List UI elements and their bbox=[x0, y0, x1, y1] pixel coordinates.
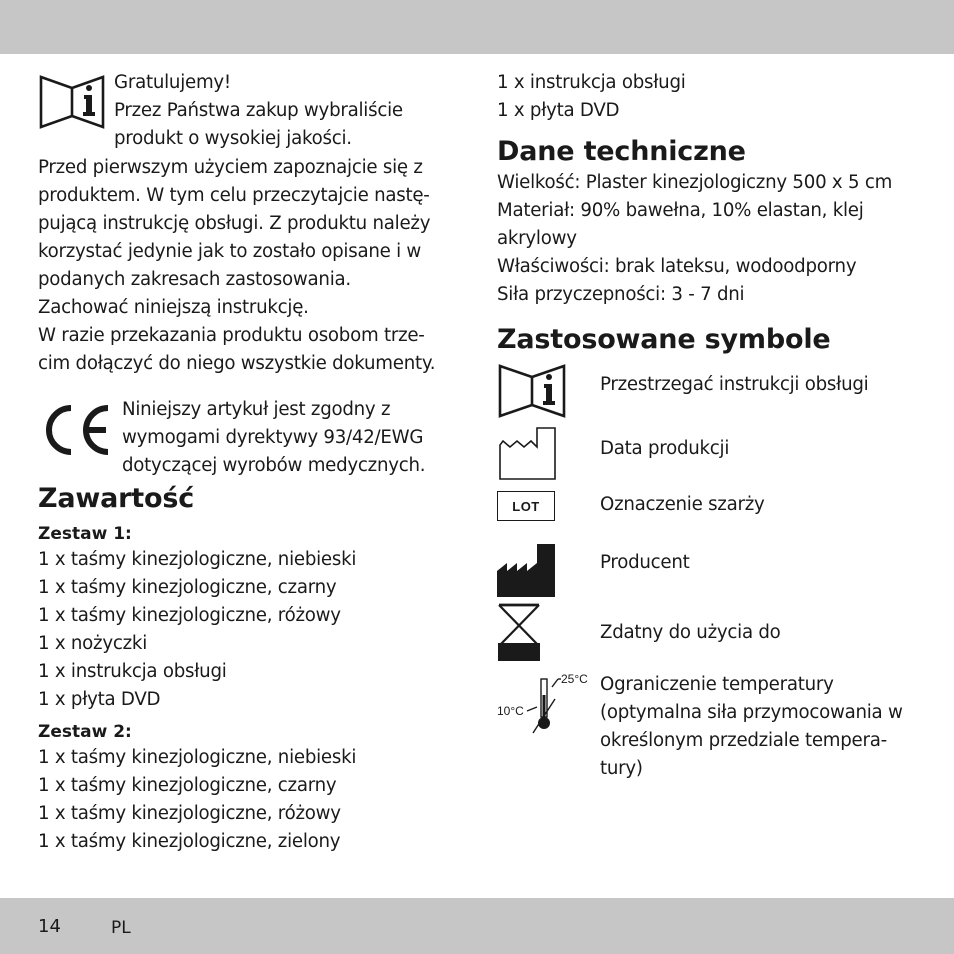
instructions-line: W razie przekazania produktu osobom trze- bbox=[38, 325, 425, 346]
intro-text bbox=[114, 69, 403, 153]
list-item: 1 x taśmy kinezjologiczne, różowy bbox=[38, 605, 341, 626]
symbol-row bbox=[497, 425, 927, 485]
tech-line: Siła przyczepności: 3 - 7 dni bbox=[497, 284, 745, 305]
list-item: 1 x instrukcja obsługi bbox=[497, 72, 686, 93]
symbol-label: Przestrzegać instrukcji obsługi bbox=[600, 374, 869, 395]
symbol-row bbox=[497, 669, 927, 789]
list-item: 1 x płyta DVD bbox=[497, 100, 620, 121]
tech-line: Wielkość: Plaster kinezjologiczny 500 x 5 cm bbox=[497, 172, 893, 193]
intro-line: Gratulujemy! bbox=[114, 72, 231, 93]
lot-icon: LOT bbox=[497, 491, 555, 521]
set2-list bbox=[38, 744, 458, 856]
ce-block bbox=[38, 396, 458, 478]
symbol-label: Zdatny do użycia do bbox=[600, 622, 781, 643]
instructions-book-icon bbox=[497, 363, 567, 419]
right-column bbox=[497, 70, 927, 803]
symbol-label: Data produkcji bbox=[600, 438, 730, 459]
instructions-paragraph bbox=[38, 154, 458, 378]
set1-list bbox=[38, 546, 458, 714]
page-number: 14 bbox=[38, 916, 61, 937]
set1-heading: Zestaw 1: bbox=[38, 524, 132, 544]
symbol-row bbox=[497, 603, 927, 667]
instructions-line: produktem. W tym celu przeczytajcie nastę- bbox=[38, 185, 430, 206]
instructions-line: Przed pierwszym użyciem zapoznajcie się z bbox=[38, 157, 423, 178]
header-band bbox=[0, 0, 954, 54]
manufacture-date-icon bbox=[497, 425, 559, 481]
footer-band bbox=[0, 898, 954, 954]
list-item: 1 x taśmy kinezjologiczne, czarny bbox=[38, 775, 337, 796]
symbol-label-line: (optymalna siła przymocowania w bbox=[600, 702, 903, 723]
list-item: 1 x instrukcja obsługi bbox=[38, 661, 227, 682]
symbols-heading: Zastosowane symbole bbox=[497, 324, 831, 355]
contents-heading: Zawartość bbox=[38, 483, 195, 514]
symbol-label: Oznaczenie szarży bbox=[600, 494, 765, 515]
tech-heading: Dane techniczne bbox=[497, 136, 746, 167]
hourglass-icon bbox=[497, 603, 541, 663]
list-item: 1 x taśmy kinezjologiczne, różowy bbox=[38, 803, 341, 824]
temp-low-label: 10°C bbox=[497, 704, 524, 718]
list-item: 1 x taśmy kinezjologiczne, niebieski bbox=[38, 747, 357, 768]
info-book-icon bbox=[38, 74, 106, 130]
instructions-line: Zachować niniejszą instrukcję. bbox=[38, 297, 309, 318]
set2-heading: Zestaw 2: bbox=[38, 722, 132, 742]
manufacturer-icon bbox=[497, 541, 557, 597]
symbol-label: Producent bbox=[600, 552, 690, 573]
symbol-label-line: tury) bbox=[600, 758, 643, 779]
tech-line: akrylowy bbox=[497, 228, 577, 249]
intro-block bbox=[38, 70, 458, 154]
intro-line: produkt o wysokiej jakości. bbox=[114, 128, 352, 149]
tech-list bbox=[497, 169, 927, 309]
list-item: 1 x taśmy kinezjologiczne, czarny bbox=[38, 577, 337, 598]
left-column bbox=[38, 70, 458, 856]
tech-line: Właściwości: brak lateksu, wodoodporny bbox=[497, 256, 857, 277]
ce-line: dotyczącej wyrobów medycznych. bbox=[122, 455, 426, 476]
symbol-label-line: Ograniczenie temperatury bbox=[600, 674, 834, 695]
symbols-list bbox=[497, 363, 927, 803]
list-item: 1 x taśmy kinezjologiczne, zielony bbox=[38, 831, 341, 852]
instructions-line: pującą instrukcję obsługi. Z produktu należy bbox=[38, 213, 431, 234]
symbol-row bbox=[497, 363, 927, 423]
ce-line: Niniejszy artykuł jest zgodny z bbox=[122, 399, 391, 420]
list-item: 1 x nożyczki bbox=[38, 633, 147, 654]
language-code: PL bbox=[111, 918, 131, 938]
symbol-label-line: określonym przedziale tempera- bbox=[600, 730, 887, 751]
list-item: 1 x taśmy kinezjologiczne, niebieski bbox=[38, 549, 357, 570]
symbol-row bbox=[497, 533, 927, 593]
symbol-label bbox=[600, 671, 903, 783]
intro-line: Przez Państwa zakup wybraliście bbox=[114, 100, 403, 121]
instructions-line: cim dołączyć do niego wszystkie dokumenty. bbox=[38, 353, 436, 374]
list-item: 1 x płyta DVD bbox=[38, 689, 161, 710]
instructions-line: podanych zakresach zastosowania. bbox=[38, 269, 351, 290]
temp-high-label: 25°C bbox=[561, 672, 588, 686]
symbol-row bbox=[497, 487, 927, 527]
instructions-line: korzystać jedynie jak to zostało opisane i w bbox=[38, 241, 422, 262]
tech-line: Materiał: 90% bawełna, 10% elastan, klej bbox=[497, 200, 864, 221]
ce-mark-icon bbox=[38, 402, 112, 458]
set2-list-continued bbox=[497, 69, 927, 125]
ce-text bbox=[122, 396, 425, 480]
ce-line: wymogami dyrektywy 93/42/EWG bbox=[122, 427, 424, 448]
temperature-limit-icon bbox=[497, 669, 597, 741]
